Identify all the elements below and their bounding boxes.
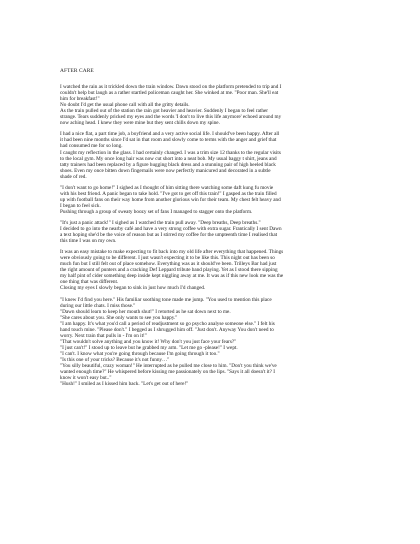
text-line: I watched the rain as it trickled down the train window. Dawn stood on the platform pretended to trip and I xyxy=(60,84,282,91)
text-line: "Is this one of your tricks? Because it's not funny…" xyxy=(60,356,170,363)
paragraph xyxy=(60,185,372,215)
text-line: "Hush!" I smiled as I kissed him back. "Let's get out of here!" xyxy=(60,381,189,388)
paragraph xyxy=(60,84,372,126)
text-line: "I knew I'd find you here." His familiar soothing tone made me jump. "You used to mention this place xyxy=(60,296,272,303)
text-line: tatty trainers had been replaced by a figure hugging black dress and a stunning pair of high heeled black xyxy=(60,161,276,168)
text-line: I decided to go into the nearby café and have a very strong coffee with extra sugar. Frantically I sent Dawn xyxy=(60,226,282,233)
text-line: up with football fans on their way home from another glorious win for their team. My chest felt heavy and xyxy=(60,196,281,203)
text-line: I began to feel sick. xyxy=(60,202,101,209)
text-line: I had a nice flat, a part time job, a boyfriend and a very active social life. I should've been happy. After all xyxy=(60,131,280,138)
text-line: my half pint of cider something deep inside kept niggling away at me. It was as if this new look me was the xyxy=(60,273,284,280)
text-line: during our little chats. I miss those." xyxy=(60,302,136,309)
text-line: It was an easy mistake to make expecting to fit back into my old life after everything that happened. Things xyxy=(60,249,284,256)
text-line: one thing that was different. xyxy=(60,279,119,286)
text-line: hand touch mine. "Please don't." I begged as I shrugged him off. "Just don't. Anyway You don't need to xyxy=(60,326,274,333)
text-line: "I am happy. It's what you'd call a period of readjustment so go psycho analyse someone else." I felt his xyxy=(60,320,275,327)
text-line: much fun but I still felt out of place somehow. Everything was as it should've been. Trilleys Bar had just xyxy=(60,261,277,268)
text-line: know it won't easy but.." xyxy=(60,375,112,382)
text-line: "I don't want to go home!" I sighed as I thought of him sitting there watching some daft kung fu movie xyxy=(60,184,274,191)
text-line: him for breakfast!" xyxy=(60,96,100,103)
text-line: shoes. Even my once bitten down fingernails were now perfectly manicured and decorated in a subtle xyxy=(60,167,271,174)
text-line: I caught my reflection in the glass. I had certainly changed. I was a trim size 12 thanks to the regular visits xyxy=(60,149,281,156)
text-line: it had been nine months since I'd sat in that room and slowly come to terms with the anger and grief that xyxy=(60,137,277,144)
text-line: As the train pulled out of the station the rain got heavier and heavier. Suddenly I began to feel rather xyxy=(60,108,269,115)
text-line: Closing my eyes I slowly began to sink in just how much I'd changed. xyxy=(60,285,206,292)
text-line: were obviously going to be different. I just wasn't expecting it to be like this. This night out has been so xyxy=(60,255,275,262)
text-line: with his best friend. A panic began to take hold. "I've got to get off this train!" I gasped as the train filled xyxy=(60,190,277,197)
text-line: a text hoping she'd be the voice of reason but as I stirred my coffee for the umpteenth time I realised that xyxy=(60,232,278,239)
text-line: "I can't. I know what you're going through because I'm going through it too." xyxy=(60,350,220,357)
text-line: "I just can't!" I stood up to leave but he grabbed my arm. "Let me go -please!" I wept. xyxy=(60,344,238,351)
paragraph xyxy=(60,131,372,179)
text-line: "Dawn should learn to keep her mouth shut!" I retorted as he sat down next to me. xyxy=(60,308,231,315)
text-line: No doubt I'd get the usual phone call with all the gritty details. xyxy=(60,102,190,109)
text-line: "You silly beautiful, crazy woman!" He interrupted as he pulled me close to him. "Don't you think we've xyxy=(60,363,277,370)
text-line: this time I was on my own. xyxy=(60,238,117,245)
story-title: AFTER CARE xyxy=(60,68,94,74)
paragraph xyxy=(60,297,372,388)
text-line: to the local gym. My once long hair was now cut short into a neat bob. My usual baggy t shirt, jeans and xyxy=(60,155,277,162)
text-line: strange. Tears suddenly pricked my eyes and the words 'I don't to live this life anymore' echoed around my xyxy=(60,114,282,121)
text-line: "It's just a panic attack!" I sighed as I watched the train pull away. "Deep breaths, Deep breaths." xyxy=(60,219,261,226)
paragraph xyxy=(60,220,372,244)
text-line: wanted enough time?" He whispered before kissing me passionately on the lips. "Says it all doesn't it? I xyxy=(60,369,275,376)
text-line: shade of red. xyxy=(60,173,87,180)
text-line: Pushing through a group of sweaty boozy set of fans I managed to stagger onto the platform. xyxy=(60,208,253,215)
text-line: now aching head. I knew they were mine but they sent chills down my spine. xyxy=(60,120,220,127)
text-line: couldn't help but laugh as a rather startled policeman caught her. She winked at me. "Poor man. She'll eat xyxy=(60,90,279,97)
text-line: "That wouldn't solve anything and you know it! Why don't you just face your fears?" xyxy=(60,338,237,345)
text-line: "She cares about you. She only wants to see you happy." xyxy=(60,314,178,321)
story-text xyxy=(60,84,372,387)
text-line: had consumed me for so long. xyxy=(60,143,123,150)
document-body xyxy=(60,68,372,392)
text-line: worry. Next train that pulls in - I'm on it!" xyxy=(60,332,147,339)
text-line: the right amount of punters and a cracking Def Leppard tribute band playing. Yet as I stood there sipping xyxy=(60,267,278,274)
paragraph xyxy=(60,249,372,291)
